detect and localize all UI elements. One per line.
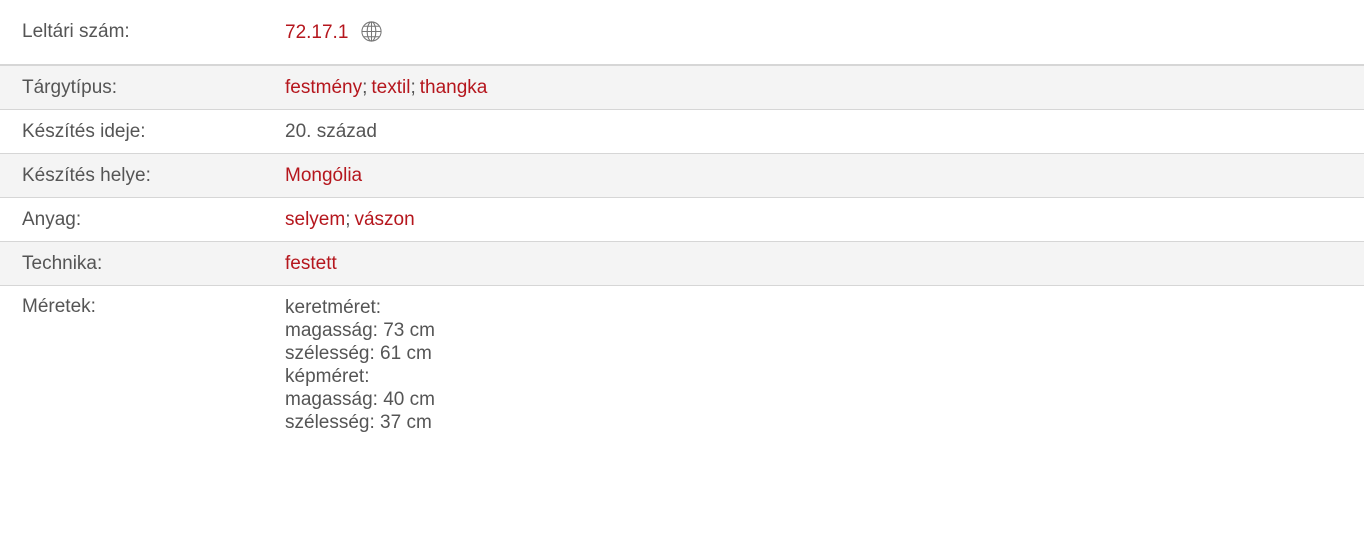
material-label: Anyag: [22, 208, 82, 230]
dimension-line: magasság: 73 cm [285, 320, 435, 341]
dimensions-value-cell [285, 296, 1364, 434]
material-link-vaszon[interactable]: vászon [354, 209, 415, 230]
globe-icon[interactable] [360, 20, 383, 43]
place-value-cell [285, 164, 1364, 187]
separator: ; [345, 209, 351, 230]
object-type-label: Tárgytípus: [22, 76, 118, 98]
dimension-line: szélesség: 61 cm [285, 343, 432, 364]
technique-value-cell [285, 252, 1364, 275]
object-type-value-cell [285, 76, 1364, 99]
separator: ; [362, 77, 368, 98]
inventory-number-value-cell [285, 20, 1364, 44]
row-inventory-number [0, 0, 1364, 66]
dimensions-label: Méretek: [22, 296, 96, 317]
material-link-selyem[interactable]: selyem [285, 209, 346, 230]
place-label: Készítés helye: [22, 164, 151, 186]
dimension-line: képméret: [285, 366, 370, 387]
row-technique [0, 242, 1364, 286]
inventory-number-link[interactable]: 72.17.1 [285, 22, 349, 43]
dimension-line: szélesség: 37 cm [285, 412, 432, 433]
date-value: 20. század [285, 121, 377, 142]
material-value-cell [285, 208, 1364, 231]
date-label: Készítés ideje: [22, 120, 146, 142]
place-link-mongolia[interactable]: Mongólia [285, 165, 363, 186]
row-dimensions [0, 286, 1364, 486]
object-type-link-thangka[interactable]: thangka [419, 77, 488, 98]
inventory-number-label: Leltári szám: [22, 21, 130, 42]
object-type-link-textil[interactable]: textil [371, 77, 411, 98]
object-type-link-festmeny[interactable]: festmény [285, 77, 363, 98]
dimension-line: magasság: 40 cm [285, 389, 435, 410]
technique-label: Technika: [22, 252, 103, 274]
row-place [0, 154, 1364, 198]
dimension-line: keretméret: [285, 297, 382, 318]
separator: ; [410, 77, 416, 98]
row-date [0, 110, 1364, 154]
row-object-type [0, 66, 1364, 110]
technique-link-festett[interactable]: festett [285, 253, 337, 274]
row-material [0, 198, 1364, 242]
